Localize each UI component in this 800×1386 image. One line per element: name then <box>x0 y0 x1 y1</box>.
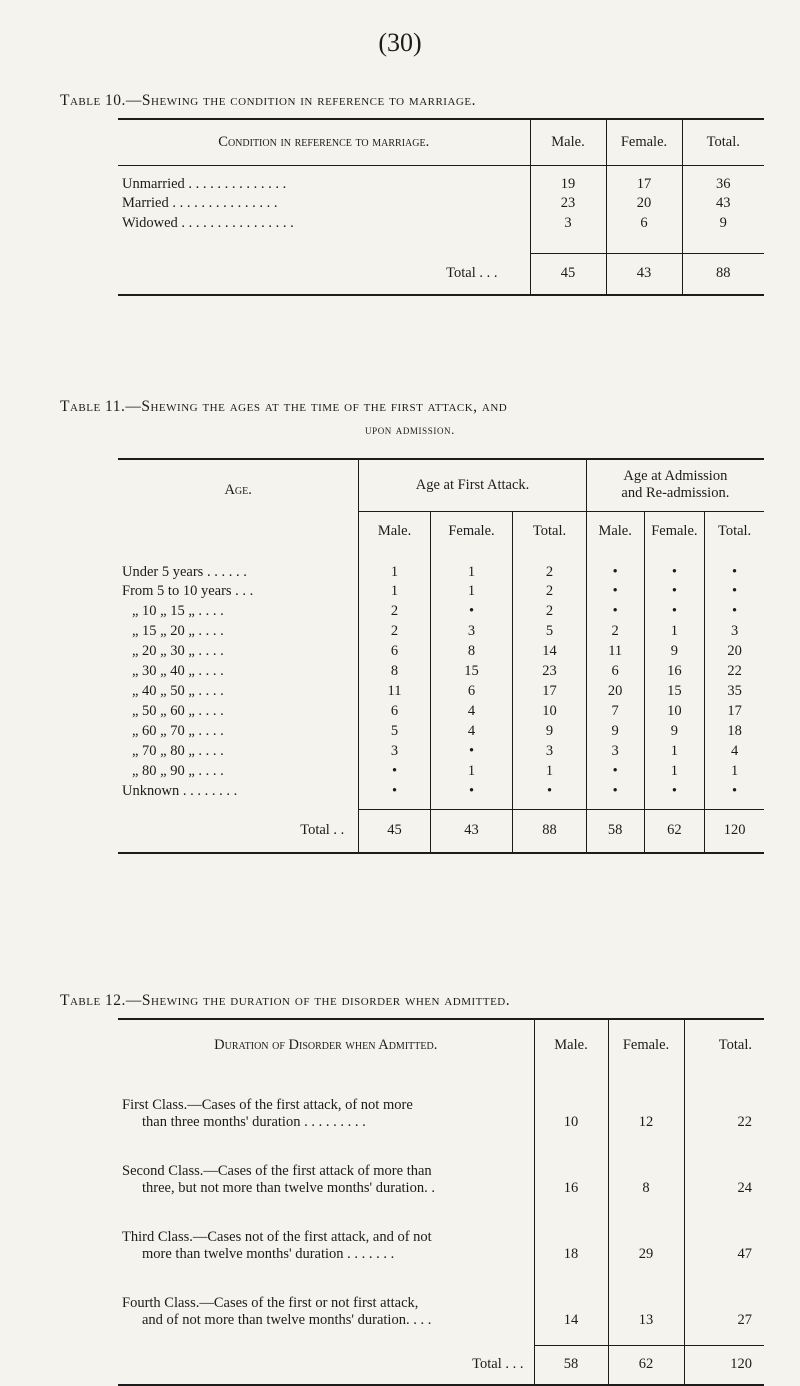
table10-header-total: Total. <box>682 119 764 165</box>
table12-row-label <box>118 1269 534 1335</box>
table11-row <box>118 601 764 621</box>
table10-total-cell: 43 <box>606 253 682 295</box>
table11-row-label: Unknown . . . . . . . . <box>122 782 238 799</box>
table12-header-total: Total. <box>684 1019 764 1071</box>
table12-row-line2: than three months' duration . . . . . . . . . <box>142 1114 366 1130</box>
table10-row-label: Widowed . . . . . . . . . . . . . . . . <box>122 214 294 231</box>
table12-cell: 8 <box>608 1137 684 1203</box>
table12-row-line1: First Class.—Cases of the first attack, of not more <box>122 1097 413 1113</box>
table12 <box>118 1018 764 1386</box>
table12-row-line2: and of not more than twelve months' duration. . . . <box>142 1312 432 1328</box>
table11-cell: • <box>359 781 430 801</box>
table11-cell: • <box>644 551 705 581</box>
table11-cell: • <box>586 601 644 621</box>
table11-cell: 1 <box>644 741 705 761</box>
table11-cell: • <box>586 761 644 781</box>
table11-row <box>118 721 764 741</box>
table11-cell: 5 <box>513 621 587 641</box>
table11-cell: 15 <box>644 681 705 701</box>
table10-total-cell: 88 <box>682 253 764 295</box>
table11-row-label: „ 80 „ 90 „ . . . . <box>132 762 224 779</box>
table12-cell: 24 <box>684 1137 764 1203</box>
table11-cell: 2 <box>513 601 587 621</box>
table11-row-label: „ 40 „ 50 „ . . . . <box>132 682 224 699</box>
table11-cell: 9 <box>513 721 587 741</box>
table11-header-first-attack: Age at First Attack. <box>359 459 586 511</box>
table10-cell: 23 <box>530 193 606 213</box>
table12-header-female: Female. <box>608 1019 684 1071</box>
table11-row-label: „ 30 „ 40 „ . . . . <box>132 662 224 679</box>
table11-cell: 11 <box>586 641 644 661</box>
table11-cell: 7 <box>586 701 644 721</box>
table11-header-age: Age. <box>224 482 252 498</box>
table12-caption: Table 12.—Shewing the duration of the disorder when admitted. <box>60 992 511 1009</box>
table11-cell: 9 <box>644 641 705 661</box>
table11-cell: 14 <box>513 641 587 661</box>
table12-row <box>118 1137 764 1203</box>
table11-cell: 20 <box>705 641 764 661</box>
table11-cell: 6 <box>359 641 430 661</box>
table11-row <box>118 581 764 601</box>
table11-cell: 1 <box>644 761 705 781</box>
table11-row-label: „ 10 „ 15 „ . . . . <box>132 602 224 619</box>
table12-cell: 29 <box>608 1203 684 1269</box>
table11-cell: • <box>705 781 764 801</box>
table12-cell: 18 <box>534 1203 608 1269</box>
table12-row-label <box>118 1137 534 1203</box>
table12-cell: 13 <box>608 1269 684 1335</box>
table11-cell: 9 <box>586 721 644 741</box>
table11-cell: 3 <box>430 621 513 641</box>
table11-cell: 1 <box>359 551 430 581</box>
table12-row-label <box>118 1203 534 1269</box>
table12-cell: 14 <box>534 1269 608 1335</box>
table10-row-label: Unmarried . . . . . . . . . . . . . . <box>122 176 287 192</box>
table11-cell: • <box>586 781 644 801</box>
table11-total-cell: 88 <box>513 809 587 853</box>
table11-row <box>118 781 764 801</box>
table11-cell: 8 <box>359 661 430 681</box>
table11-cell: 35 <box>705 681 764 701</box>
table11-total-cell: 62 <box>644 809 705 853</box>
table11-subheader: Total. <box>513 511 587 551</box>
table11-cell: 16 <box>644 661 705 681</box>
table11-row-label: „ 50 „ 60 „ . . . . <box>132 702 224 719</box>
table11-cell: 15 <box>430 661 513 681</box>
table11-row-label: „ 20 „ 30 „ . . . . <box>132 642 224 659</box>
table11-row-label: „ 70 „ 80 „ . . . . <box>132 742 224 759</box>
table11-cell: 2 <box>359 601 430 621</box>
table11-cell: 17 <box>705 701 764 721</box>
table11-cell: 6 <box>430 681 513 701</box>
table12-cell: 22 <box>684 1071 764 1137</box>
table11-caption: Table 11.—Shewing the ages at the time of the first attack, and <box>60 398 508 415</box>
table10-cell: 3 <box>530 213 606 233</box>
table10-cell: 6 <box>606 213 682 233</box>
table11-cell: • <box>705 551 764 581</box>
table11-cell: • <box>644 601 705 621</box>
table12-header-male: Male. <box>534 1019 608 1071</box>
table12-row <box>118 1071 764 1137</box>
table11-cell: 1 <box>705 761 764 781</box>
table11-cell: 18 <box>705 721 764 741</box>
table11-cell: 1 <box>644 621 705 641</box>
table12-row-line1: Third Class.—Cases not of the first attack, and of not <box>122 1229 432 1245</box>
table11-cell: • <box>430 781 513 801</box>
table11-cell: 1 <box>359 581 430 601</box>
table10-header-male: Male. <box>530 119 606 165</box>
table11-cell: 23 <box>513 661 587 681</box>
table11-total-cell: 58 <box>586 809 644 853</box>
table11-cell: • <box>644 581 705 601</box>
table11 <box>118 458 764 854</box>
table11-total-cell: 45 <box>359 809 430 853</box>
table11-cell: 1 <box>430 551 513 581</box>
table11-row <box>118 641 764 661</box>
table11-cell: 2 <box>513 581 587 601</box>
table10-header-condition: Condition in reference to marriage. <box>218 133 430 150</box>
table11-cell: 11 <box>359 681 430 701</box>
table12-total-cell: 120 <box>684 1345 764 1385</box>
table11-cell: 4 <box>705 741 764 761</box>
table11-cell: • <box>513 781 587 801</box>
table12-cell: 16 <box>534 1137 608 1203</box>
table11-row <box>118 741 764 761</box>
table11-cell: 9 <box>644 721 705 741</box>
table11-row <box>118 701 764 721</box>
table11-row-label: Under 5 years . . . . . . <box>122 564 247 580</box>
table10-caption: Table 10.—Shewing the condition in reference to marriage. <box>60 92 476 109</box>
table11-cell: 1 <box>513 761 587 781</box>
table12-cell: 27 <box>684 1269 764 1335</box>
table11-cell: • <box>430 601 513 621</box>
table11-cell: • <box>586 581 644 601</box>
table10-cell: 36 <box>682 167 764 193</box>
table11-header-admission: Age at Admission and Re-admission. <box>586 459 764 511</box>
table12-cell: 47 <box>684 1203 764 1269</box>
table11-cell: 8 <box>430 641 513 661</box>
table10-cell: 43 <box>682 193 764 213</box>
table12-row <box>118 1203 764 1269</box>
table11-row <box>118 621 764 641</box>
table11-cell: 3 <box>705 621 764 641</box>
table12-row-line2: more than twelve months' duration . . . . . . . <box>142 1246 395 1262</box>
table11-row-label: „ 15 „ 20 „ . . . . <box>132 622 224 639</box>
table12-row-line2: three, but not more than twelve months' duration. . <box>142 1180 435 1196</box>
table12-row-line1: Fourth Class.—Cases of the first or not first attack, <box>122 1295 419 1311</box>
table12-total-cell: 58 <box>534 1345 608 1385</box>
table11-row-label: From 5 to 10 years . . . <box>122 582 254 599</box>
table11-cell: 3 <box>359 741 430 761</box>
table11-cell: • <box>705 581 764 601</box>
table11-total-cell: 43 <box>430 809 513 853</box>
table11-cell: • <box>430 741 513 761</box>
table12-row-line1: Second Class.—Cases of the first attack of more than <box>122 1163 432 1179</box>
table11-cell: 2 <box>513 551 587 581</box>
table11-row <box>118 681 764 701</box>
table12-cell: 10 <box>534 1071 608 1137</box>
table11-caption-line2: upon admission. <box>364 422 455 437</box>
table11-cell: 6 <box>359 701 430 721</box>
table12-row-label <box>118 1071 534 1137</box>
table12-cell: 12 <box>608 1071 684 1137</box>
table12-total-cell: 62 <box>608 1345 684 1385</box>
table11-cell: 10 <box>513 701 587 721</box>
table10-total-cell: 45 <box>530 253 606 295</box>
table10-row-label: Married . . . . . . . . . . . . . . . <box>122 194 278 211</box>
table11-row <box>118 551 764 581</box>
table11-cell: • <box>586 551 644 581</box>
table11-subheader: Total. <box>705 511 764 551</box>
table12-header-duration: Duration of Disorder when Admitted. <box>214 1037 438 1053</box>
table11-total-label: Total . . <box>300 822 345 838</box>
table11-subheader: Female. <box>644 511 705 551</box>
table12-row <box>118 1269 764 1335</box>
table11-cell: 4 <box>430 721 513 741</box>
table11-cell: 5 <box>359 721 430 741</box>
table11-cell: 20 <box>586 681 644 701</box>
table10-total-label: Total . . . <box>446 265 498 281</box>
table10-cell: 9 <box>682 213 764 233</box>
table10-header-female: Female. <box>606 119 682 165</box>
table11-cell: 2 <box>359 621 430 641</box>
table11-subheader: Male. <box>586 511 644 551</box>
table11-subheader: Female. <box>430 511 513 551</box>
table11-cell: 3 <box>586 741 644 761</box>
table11-cell: • <box>359 761 430 781</box>
table11-cell: 6 <box>586 661 644 681</box>
table11-total-cell: 120 <box>705 809 764 853</box>
table10 <box>118 118 764 296</box>
table11-cell: 4 <box>430 701 513 721</box>
table11-cell: 22 <box>705 661 764 681</box>
table11-cell: • <box>644 781 705 801</box>
table11-row <box>118 661 764 681</box>
table11-row <box>118 761 764 781</box>
table11-cell: 1 <box>430 761 513 781</box>
table10-cell: 17 <box>606 167 682 193</box>
table12-total-label: Total . . . <box>472 1356 524 1372</box>
table11-cell: 3 <box>513 741 587 761</box>
table11-cell: 17 <box>513 681 587 701</box>
table11-row-label: „ 60 „ 70 „ . . . . <box>132 722 224 739</box>
table10-cell: 20 <box>606 193 682 213</box>
table11-cell: 10 <box>644 701 705 721</box>
table11-cell: 2 <box>586 621 644 641</box>
table11-cell: • <box>705 601 764 621</box>
table11-cell: 1 <box>430 581 513 601</box>
table10-cell: 19 <box>530 167 606 193</box>
page-number: (30) <box>378 28 422 57</box>
table11-subheader: Male. <box>359 511 430 551</box>
